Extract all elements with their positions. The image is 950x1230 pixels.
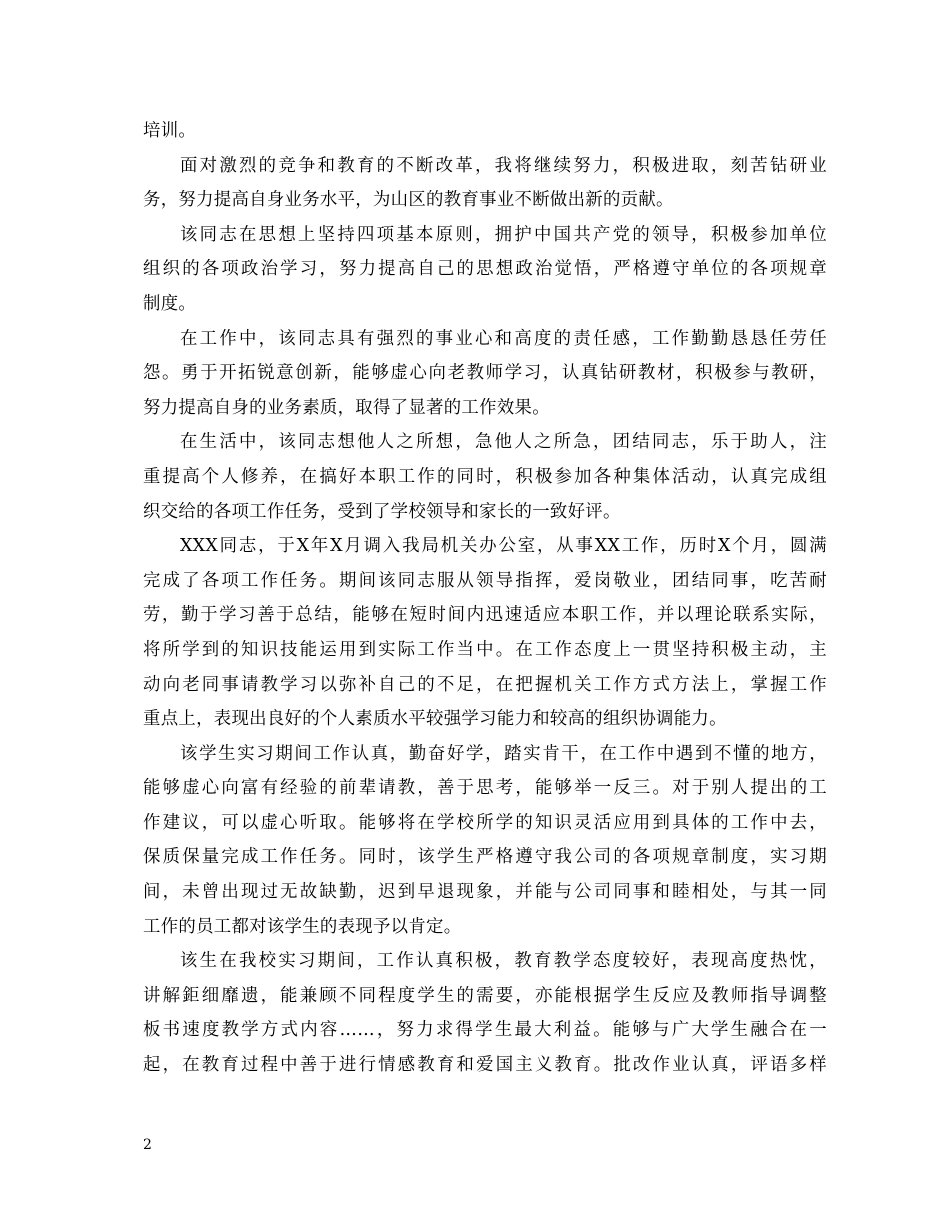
page-number: 2 [143, 1137, 152, 1153]
text-line: 板书速度教学方式内容……，努力求得学生最大利益。能够与广大学生融合在一 [143, 1020, 827, 1041]
text-line: 培训。 [143, 121, 197, 141]
text-line: 劳，勤于学习善于总结，能够在短时间内迅速适应本职工作，并以理论联系实际， [143, 605, 827, 626]
text-line: 讲解鉅细靡遗，能兼顾不同程度学生的需要，亦能根据学生反应及教师指导调整 [143, 985, 827, 1006]
text-line: 努力提高自身的业务素质，取得了显著的工作效果。 [143, 397, 550, 418]
text-line: 作建议，可以虚心听取。能够将在学校所学的知识灵活应用到具体的工作中去， [143, 812, 827, 833]
text-line: 重点上，表现出良好的个人素质水平较强学习能力和较高的组织协调能力。 [143, 709, 727, 730]
text-line: 将所学到的知识技能运用到实际工作当中。在工作态度上一贯坚持积极主动，主 [143, 639, 827, 660]
text-line: 在工作中，该同志具有强烈的事业心和高度的责任感，工作勤勤恳恳任劳任 [180, 328, 827, 349]
text-line: 织交给的各项工作任务，受到了学校领导和家长的一致好评。 [143, 501, 621, 522]
text-line: 面对激烈的竞争和教育的不断改革，我将继续努力，积极进取，刻苦钻研业 [180, 155, 827, 176]
text-line: 该同志在思想上坚持四项基本原则，拥护中国共产党的领导，积极参加单位 [180, 224, 827, 245]
text-line: 组织的各项政治学习，努力提高自己的思想政治觉悟，严格遵守单位的各项规章 [143, 259, 827, 280]
text-line: 间，未曾出现过无故缺勤，迟到早退现象，并能与公司同事和睦相处，与其一同 [143, 882, 827, 903]
text-line: 怨。勇于开拓锐意创新，能够虚心向老教师学习，认真钻研教材，积极参与教研， [143, 363, 827, 384]
text-line: 起，在教育过程中善于进行情感教育和爱国主义教育。批改作业认真，评语多样 [143, 1055, 827, 1076]
text-line: 工作的员工都对该学生的表现予以肯定。 [143, 916, 462, 937]
text-line: XXX同志，于X年X月调入我局机关办公室，从事XX工作，历时X个月，圆满 [180, 536, 827, 557]
text-line: 制度。 [143, 293, 197, 314]
text-line: 完成了各项工作任务。期间该同志服从领导指挥，爱岗敬业，团结同事，吃苦耐 [143, 570, 827, 591]
text-line: 该学生实习期间工作认真，勤奋好学，踏实肯干，在工作中遇到不懂的地方， [180, 743, 827, 764]
text-line: 该生在我校实习期间，工作认真积极，教育教学态度较好，表现高度热忱， [180, 951, 827, 972]
text-line: 务，努力提高自身业务水平，为山区的教育事业不断做出新的贡献。 [143, 190, 674, 211]
text-line: 动向老同事请教学习以弥补自己的不足，在把握机关工作方式方法上，掌握工作 [143, 674, 827, 695]
text-line: 在生活中，该同志想他人之所想，急他人之所急，团结同志，乐于助人，注 [180, 432, 827, 453]
text-line: 保质保量完成工作任务。同时，该学生严格遵守我公司的各项规章制度，实习期 [143, 847, 827, 868]
body-text [143, 114, 827, 1083]
text-line: 重提高个人修养，在搞好本职工作的同时，积极参加各种集体活动，认真完成组 [143, 466, 827, 487]
text-line: 能够虚心向富有经验的前辈请教，善于思考，能够举一反三。对于别人提出的工 [143, 778, 827, 799]
